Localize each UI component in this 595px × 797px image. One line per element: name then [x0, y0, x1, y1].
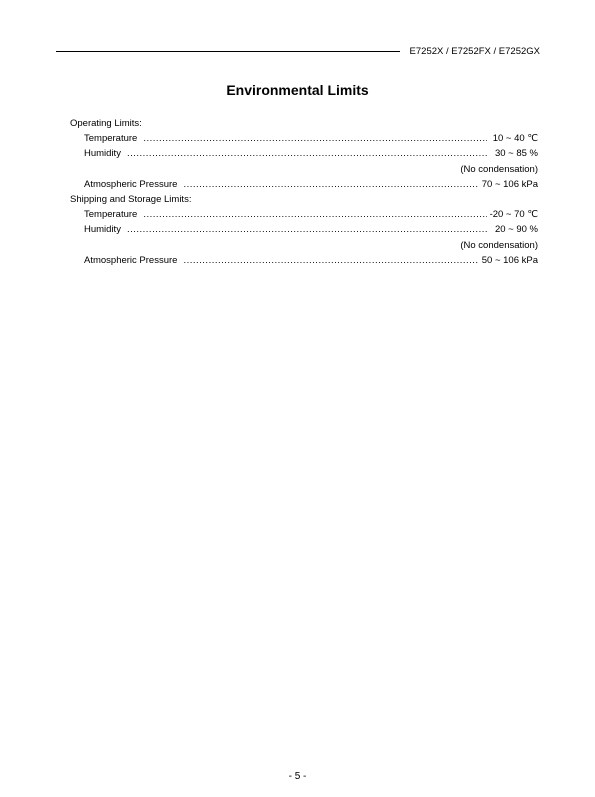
spec-value: 10 ~ 40 ℃: [492, 133, 538, 145]
spec-value: -20 ~ 70 ℃: [489, 209, 538, 221]
page-title: Environmental Limits: [226, 82, 369, 98]
spec-label: Temperature: [84, 209, 138, 221]
spec-row-operating-pressure: [70, 177, 538, 192]
spec-row-storage-temperature: [70, 207, 538, 222]
dot-leader: [143, 207, 486, 222]
spec-value: 20 ~ 90 %: [494, 224, 538, 236]
storage-limits-section: [70, 192, 538, 268]
spec-label: Atmospheric Pressure: [84, 178, 178, 190]
spec-row-storage-pressure: [70, 253, 538, 268]
spec-row-operating-temperature: [70, 131, 538, 146]
spec-row-storage-humidity: [70, 222, 538, 237]
page-header: [56, 44, 540, 58]
header-rule: [56, 51, 400, 52]
dot-leader: [183, 177, 478, 192]
spec-label: Temperature: [84, 133, 138, 145]
spec-value: 70 ~ 106 kPa: [481, 178, 538, 190]
spec-row-operating-humidity: [70, 146, 538, 161]
spec-label: Atmospheric Pressure: [84, 254, 178, 266]
dot-leader: [127, 146, 487, 161]
dot-leader: [127, 222, 487, 237]
limits-content: [70, 116, 538, 268]
spec-note: (No condensation): [460, 239, 538, 251]
spec-label: Humidity: [84, 224, 121, 236]
section-heading: Shipping and Storage Limits:: [70, 193, 192, 205]
spec-value: 50 ~ 106 kPa: [481, 254, 538, 266]
page-number: - 5 -: [288, 771, 307, 782]
dot-leader: [143, 131, 487, 146]
spec-value: 30 ~ 85 %: [494, 148, 538, 160]
section-heading: Operating Limits:: [70, 118, 142, 129]
dot-leader: [183, 253, 478, 268]
spec-note: (No condensation): [460, 163, 538, 175]
spec-label: Humidity: [84, 148, 121, 160]
model-line: E7252X / E7252FX / E7252GX: [409, 45, 540, 57]
operating-limits-section: [70, 116, 538, 192]
